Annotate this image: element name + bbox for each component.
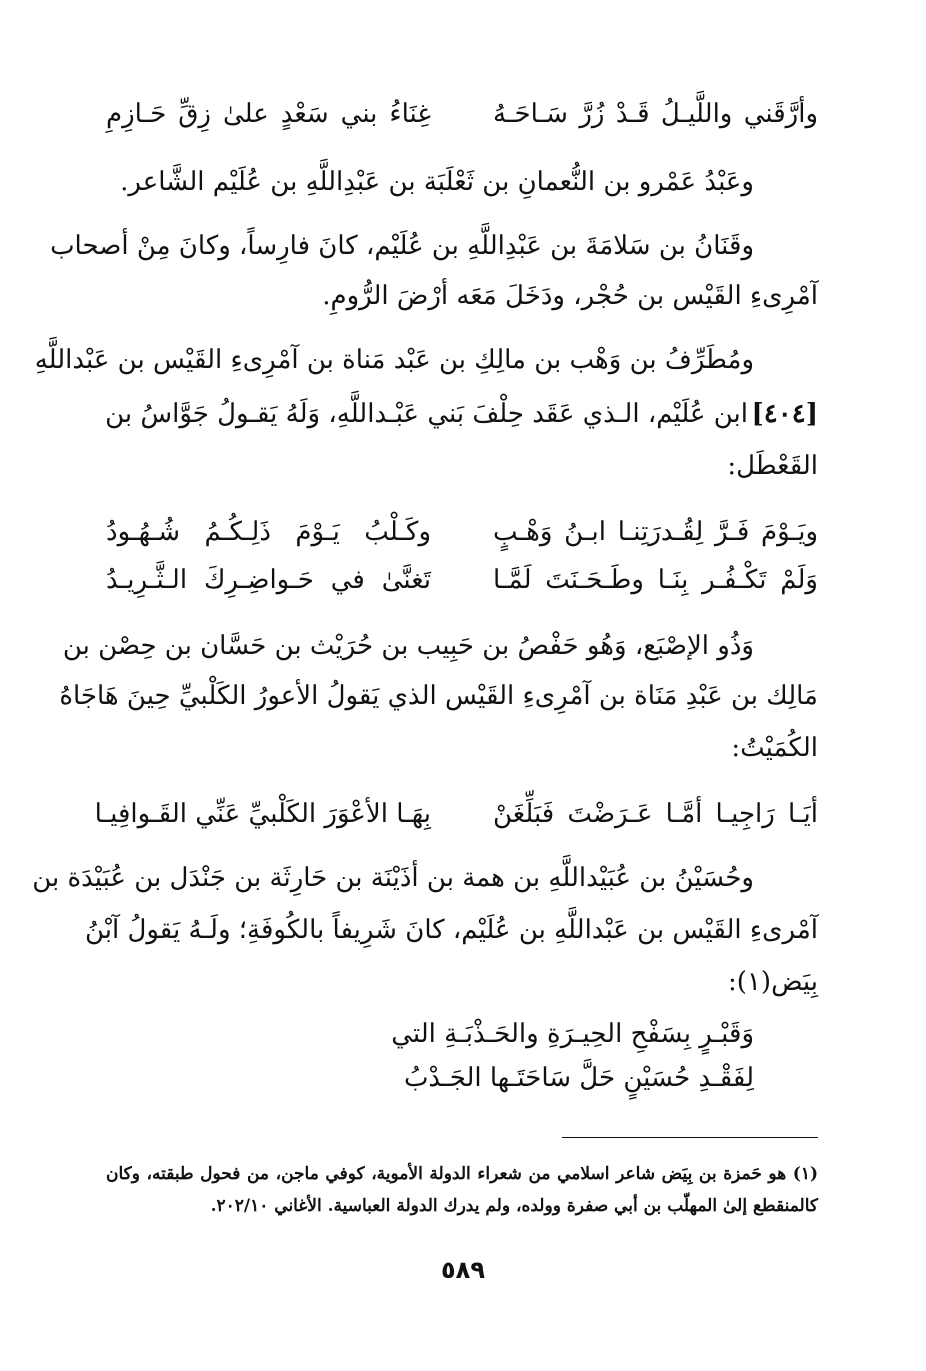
verse-couplet — [106, 92, 818, 136]
verse-first-hemistich: أيَـا رَاجِيـا أمَّـا عَـرَضْتَ فَبَلِّغَنْ — [493, 799, 818, 829]
paragraph-line: الكُمَيْتُ: — [731, 733, 818, 763]
verse-couplet — [106, 510, 818, 554]
paragraph-line: القَعْطَل: — [727, 451, 818, 481]
verse-second-hemistich: تَغنَّىٰ في حَـواضِـرِكَ الـثَّـرِيـدُ — [106, 565, 431, 595]
page-reference: [٤٠٤] — [751, 399, 818, 429]
page-number: ٥٨٩ — [441, 1256, 485, 1284]
paragraph-line: بِيَض(١): — [728, 967, 818, 997]
paragraph-line: وحُسَيْنُ بن عُبَيْداللَّهِ بن همة بن أذَيْنَة بن حَارِثَة بن جَنْدَل بن عُبَيْدَة بن — [32, 863, 754, 893]
verse-couplet — [106, 558, 818, 602]
footnote-line: (١) هو حَمزة بن بِيَض شاعر اسلامي من شعراء الدولة الأموية، كوفي ماجن، من فحول طبقته، وكان — [106, 1164, 818, 1184]
paragraph-line: ابن عُلَيْم، الـذي عَقَد حِلْفَ بَني عَبْـداللَّهِ، وَلَهُ يَقـولُ جَوَّاسُ بن — [105, 399, 748, 429]
paragraph-line: مَالِك بن عَبْدِ مَنَاة بن آمْرِىءِ القَيْس الذي يَقولُ الأعورُ الكَلْبيِّ حِينَ هَاجَاهُ — [59, 681, 818, 711]
verse-second-hemistich: وكَـلْبُ يَـوْمَ ذَلِـكُـمُ شُـهُـودُ — [106, 517, 431, 547]
verse-first-hemistich: وَلَمْ تَكْـفُـر بِنَـا وطَـحَـنَتَ لَمَّـا — [493, 565, 818, 595]
verse-second-hemistich: بِهَـا الأعْوَرَ الكَلْبيِّ عَنِّي القَـوافِيـا — [94, 799, 431, 829]
verse-first-hemistich: ويَـوْمَ فَـرَّ لِقُـدرَتِنـا ابـنُ وَهْـبٍ — [493, 517, 818, 547]
verse-first-hemistich: وأرَّقَني واللَّيـلُ قَـدْ زُرَّ سَـاحَـهُ — [493, 99, 818, 129]
paragraph-line: وقَنَانُ بن سَلامَةَ بن عَبْدِاللَّهِ بن عُلَيْم، كانَ فارِساً، وكانَ مِنْ أصحاب — [50, 231, 754, 261]
footnote-separator — [562, 1137, 818, 1138]
footnote-line: كالمنقطع إلىٰ المهلّب بن أبي صفرة وولده، ولم يدرك الدولة العباسية. الأغاني ٢٠٢/١٠. — [210, 1196, 818, 1216]
paragraph-line: آمْرِىءِ القَيْس بن حُجْر، ودَخَلَ مَعَه أرْضَ الرُّومِ. — [322, 281, 818, 311]
poem-line: وَقَبْـرٍ بِسَفْحِ الحِيـرَةِ والحَـذْبَـةِ التي — [391, 1019, 754, 1049]
verse-couplet — [94, 792, 818, 836]
verse-second-hemistich: غِنَاءُ بني سَعْدٍ علىٰ زِقِّ حَـازِمِ — [106, 99, 431, 129]
paragraph-line: وَذُو الإصْبَع، وَهُو حَفْصُ بن حَبِيب بن حُرَيْث بن حَسَّان بن حِصْن بن — [62, 631, 754, 661]
paragraph-line: ومُطَرِّفُ بن وَهْب بن مالِكِ بن عَبْد مَناة بن آمْرِىءِ القَيْس بن عَبْداللَّهِ — [34, 345, 754, 375]
poem-line: لِفَقْـدِ حُسَيْنٍ حَلَّ سَاحَتَـها الجَـدْبُ — [403, 1063, 754, 1093]
paragraph-line: آمْرىءِ القَيْس بن عَبْداللَّهِ بن عُلَيْم، كانَ شَرِيفاً بالكُوفَةِ؛ ولَـهُ يَقولُ آبْنُ — [84, 915, 818, 945]
paragraph-line: وعَبْدُ عَمْرو بن النُّعمانِ بن ثَعْلَبَة بن عَبْدِاللَّهِ بن عُلَيْم الشَّاعر. — [120, 167, 754, 197]
